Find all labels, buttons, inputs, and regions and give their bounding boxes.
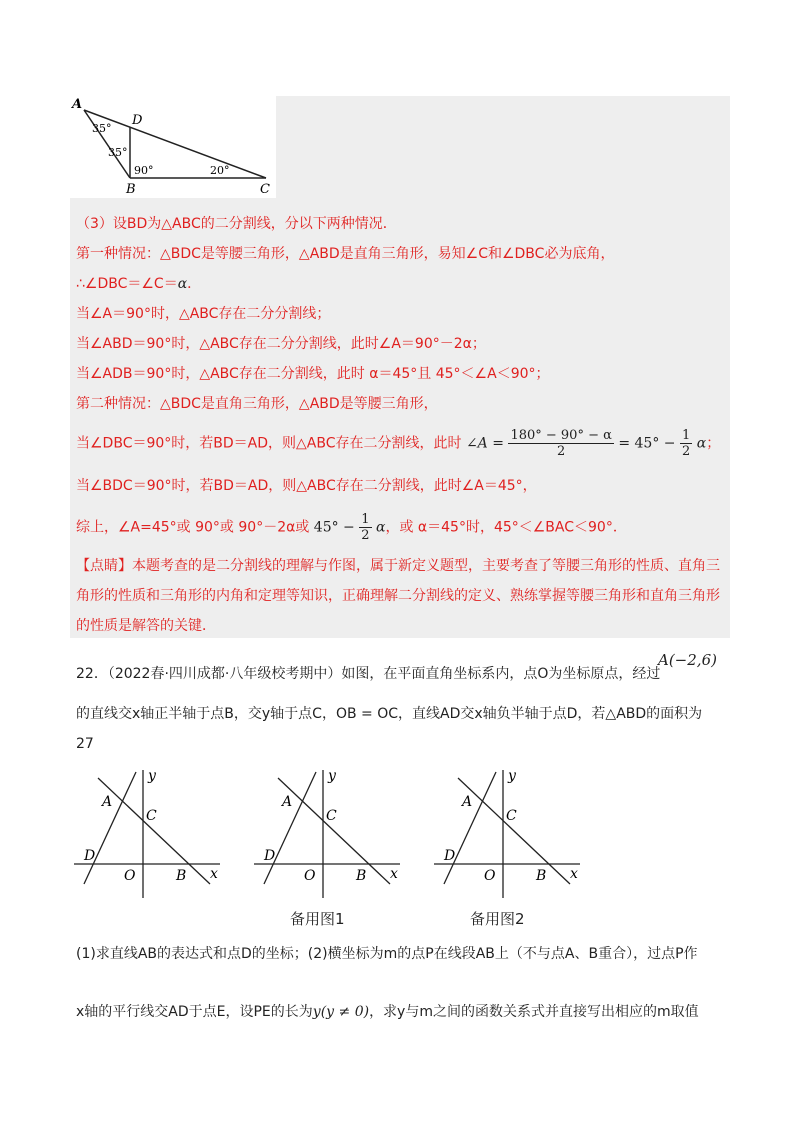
point-a-coordinate: A(−2,6) [658, 651, 717, 669]
label-b: B [126, 182, 136, 197]
solution-line-8 [76, 428, 720, 459]
line10-alpha: α [375, 519, 386, 536]
comment-line-1: 【点睛】本题考查的是二分割线的理解与作图，属于新定义题型，主要考查了等腰三角形的性质、直角三 [76, 558, 720, 574]
problem-22-line-3: 27 [76, 736, 94, 752]
question-line-2 [76, 1002, 699, 1022]
c-label: C [146, 808, 157, 824]
line3-alpha: α [177, 276, 188, 292]
edge-ac [84, 110, 266, 178]
line10-math: 45° − [313, 519, 355, 536]
a-label: A [102, 794, 113, 810]
label-a: A [72, 97, 83, 112]
diagram-spare-2-svg [430, 768, 590, 898]
d-label: D [84, 848, 96, 864]
x-label: x [570, 866, 578, 882]
y-label: y [508, 768, 516, 784]
line8-frac-num: 180° − 90° − α [510, 428, 612, 443]
angle-35-top: 35° [92, 122, 112, 135]
solution-line-10 [76, 512, 627, 543]
solution-line-2: 第一种情况：△BDC是等腰三角形，△ABD是直角三角形，易知∠C和∠DBC必为底角， [76, 246, 615, 262]
line8-lhs: ∠A = [465, 435, 504, 452]
diagram-spare-1 [250, 768, 410, 902]
triangle-svg [70, 96, 276, 198]
line-ab [98, 778, 210, 884]
line10-half-den: 2 [361, 528, 370, 543]
o-label: O [484, 868, 496, 884]
solution-line-7: 第二种情况：△BDC是直角三角形，△ABD是等腰三角形， [76, 396, 438, 412]
diagram-spare-2 [430, 768, 590, 902]
caption-spare-2: 备用图2 [470, 910, 525, 928]
line10-suffix: ，或 α＝45°时，45°＜∠BAC＜90°． [385, 519, 627, 536]
angle-90: 90° [134, 164, 154, 177]
line10-half-num: 1 [361, 512, 370, 527]
o-label: O [304, 868, 316, 884]
o-label: O [124, 868, 136, 884]
line10-prefix: 综上，∠A=45°或 90°或 90°－2α或 [76, 519, 310, 536]
line10-half [359, 512, 371, 543]
line8-half-den: 2 [681, 444, 691, 459]
line8-suffix: ； [706, 435, 721, 452]
line3-suffix: ． [187, 276, 202, 292]
x-label: x [390, 866, 398, 882]
solution-line-5: 当∠ABD＝90°时，△ABC存在二分分割线，此时∠A＝90°－2α； [76, 336, 486, 352]
solution-line-4: 当∠A＝90°时，△ABC存在二分分割线； [76, 306, 331, 322]
d-label: D [444, 848, 456, 864]
q2-math: y(y ≠ 0) [312, 1004, 370, 1020]
line8-fraction [508, 428, 613, 459]
line8-half-num: 1 [681, 428, 691, 443]
y-label: y [148, 768, 156, 784]
solution-line-1: （3）设BD为△ABC的二分割线，分以下两种情况． [76, 216, 397, 232]
line-ab [458, 778, 570, 884]
b-label: B [536, 868, 547, 884]
x-label: x [210, 866, 218, 882]
solution-line-9: 当∠BDC＝90°时，若BD＝AD，则△ABC存在二分割线，此时∠A＝45°， [76, 478, 537, 494]
line3-prefix: ∴∠DBC＝∠C＝ [76, 276, 178, 292]
q2-prefix: x轴的平行线交AD于点E，设PE的长为 [76, 1004, 313, 1020]
b-label: B [176, 868, 187, 884]
c-label: C [506, 808, 517, 824]
problem-22-line-2: 的直线交x轴正半轴于点B，交y轴于点C，OB = OC，直线AD交x轴负半轴于点D，若△ABD的面积为 [76, 706, 703, 722]
edge-ab [84, 110, 130, 178]
comment-line-2: 角形的性质和三角形的内角和定理等知识，正确理解二分割线的定义、熟练掌握等腰三角形和直角三角形 [76, 588, 720, 604]
label-d: D [132, 113, 143, 128]
solution-line-3 [76, 274, 201, 294]
line8-half [680, 428, 692, 459]
label-c: C [260, 182, 270, 197]
d-label: D [264, 848, 276, 864]
caption-spare-1: 备用图1 [290, 910, 345, 928]
b-label: B [356, 868, 367, 884]
a-label: A [282, 794, 293, 810]
question-line-1: (1)求直线AB的表达式和点D的坐标；(2)横坐标为m的点P在线段AB上（不与点A、B重合），过点P作 [76, 946, 698, 962]
diagram-main-svg [70, 768, 230, 898]
q2-suffix: ，求y与m之间的函数关系式并直接写出相应的m取值 [369, 1004, 699, 1020]
line8-mid: = 45° − [618, 435, 676, 452]
angle-35-left: 35° [108, 146, 128, 159]
diagram-spare-1-svg [250, 768, 410, 898]
solution-line-6: 当∠ADB＝90°时，△ABC存在二分割线，此时 α＝45°且 45°＜∠A＜90°； [76, 366, 550, 382]
triangle-figure [70, 96, 276, 198]
a-label: A [462, 794, 473, 810]
line8-frac-den: 2 [557, 444, 566, 459]
problem-22-line-1: 22．（2022春·四川成都·八年级校考期中）如图，在平面直角坐标系内，点O为坐标原点，经过 [76, 666, 661, 682]
comment-line-3: 的性质是解答的关键． [76, 618, 216, 634]
y-label: y [328, 768, 336, 784]
angle-20: 20° [210, 164, 230, 177]
line8-alpha: α [696, 435, 707, 452]
line-ab [278, 778, 390, 884]
diagram-main [70, 768, 230, 902]
c-label: C [326, 808, 337, 824]
line8-prefix: 当∠DBC＝90°时，若BD＝AD，则△ABC存在二分割线，此时 [76, 435, 462, 452]
